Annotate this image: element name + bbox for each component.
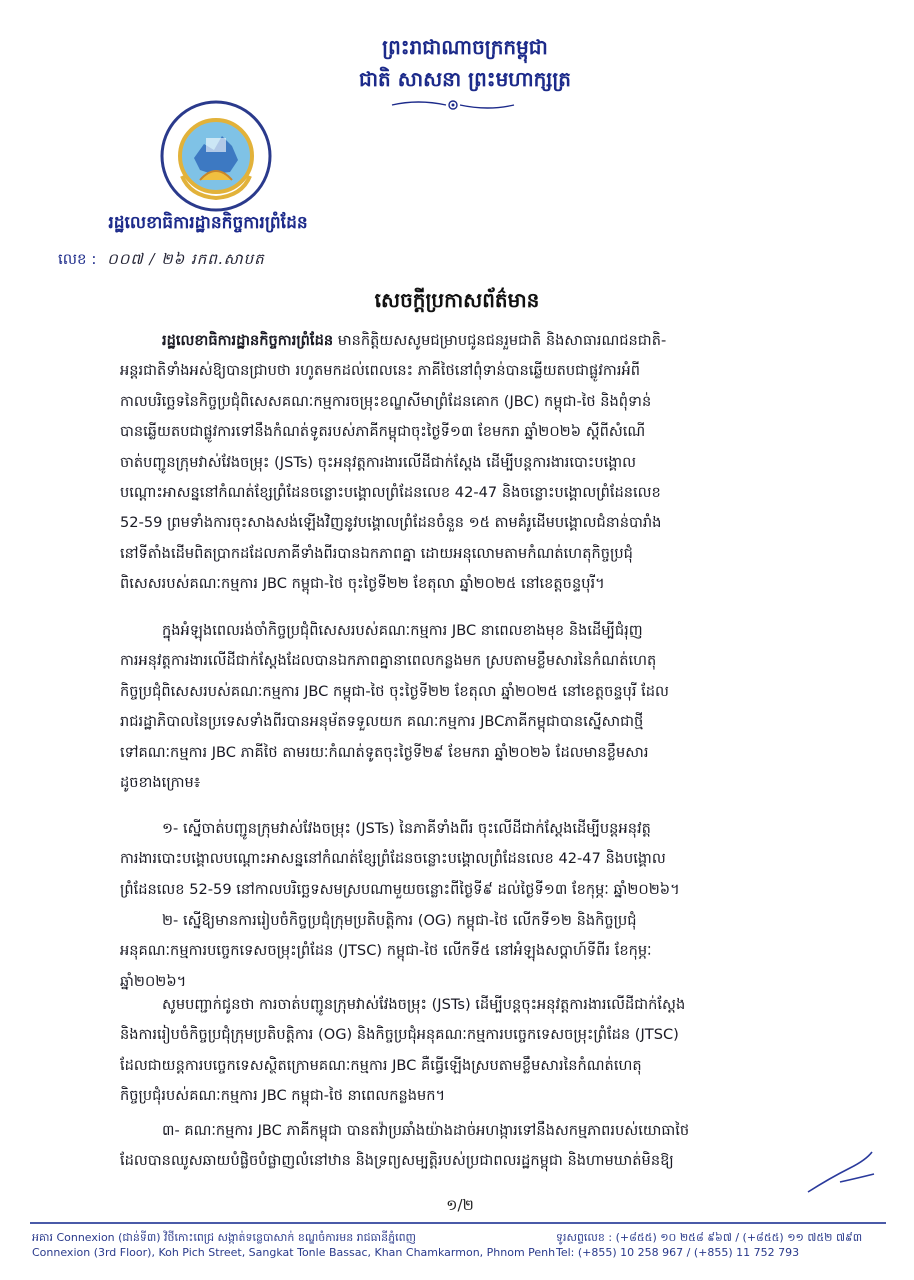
paragraph-line: ព្រំដែនលេខ 52-59 នៅកាលបរិច្ឆេទសមស្របណាមួយចន្លោះពីថ្ងៃទី៩ ដល់ថ្ងៃទី១៣ ខែកុម្ភៈ ឆ្នាំ២០២៦។ bbox=[120, 880, 680, 898]
paragraph-2 bbox=[120, 616, 880, 798]
page-number: ១/២ bbox=[446, 1196, 474, 1214]
state-secretariat-seal-icon bbox=[160, 100, 272, 212]
paragraph-line: បានឆ្លើយតបជាផ្លូវការទៅនឹងកំណត់ទូតរបស់ភាគីកម្ពុជាចុះថ្ងៃទី១៣ ខែមករា ឆ្នាំ២០២៦ ស្តីពីសំណើ bbox=[120, 423, 646, 441]
paragraph-line: ដែលបានឈូសឆាយបំផ្លិចបំផ្លាញលំនៅឋាន និងទ្រព្យសម្បត្តិរបស់ប្រជាពលរដ្ឋកម្ពុជា និងហាមឃាត់មិនឱ្យ bbox=[120, 1152, 674, 1170]
address-english: Connexion (3rd Floor), Koh Pich Street, Sangkat Tonle Bassac, Khan Chamkarmon, Phnom Penh bbox=[32, 1246, 556, 1259]
paragraph-line: និងការរៀបចំកិច្ចប្រជុំក្រុមប្រតិបត្តិការ (OG) និងកិច្ចប្រជុំអនុគណៈកម្មការបច្ចេកទេសចម្រុះព្រំដែន (JTSC) bbox=[120, 1026, 679, 1044]
paragraph-line: ២- ស្នើឱ្យមានការរៀបចំកិច្ចប្រជុំក្រុមប្រតិបត្តិការ (OG) កម្ពុជា-ថៃ លើកទី១២ និងកិច្ចប្រជុំ bbox=[162, 912, 637, 929]
list-item-3 bbox=[120, 1116, 880, 1177]
paragraph-line: ដូចខាងក្រោម៖ bbox=[120, 773, 201, 791]
paragraph-line: កិច្ចប្រជុំពិសេសរបស់គណៈកម្មការ JBC កម្ពុជា-ថៃ ចុះថ្ងៃទី២២ ខែតុលា ឆ្នាំ២០២៥ នៅខេត្តចន្ទបុរី ដែល bbox=[120, 682, 669, 700]
reference-label: លេខ : bbox=[58, 250, 97, 268]
document-title: សេចក្តីប្រកាសព័ត៌មាន bbox=[374, 288, 540, 312]
paragraph-line: 52-59 ព្រមទាំងការចុះសាងសង់ឡើងវិញនូវបង្គោលព្រំដែនចំនួន ១៥ តាមគំរូដើមបង្គោលជំនាន់បារាំង bbox=[120, 514, 662, 532]
kingdom-heading: ព្រះរាជាណាចក្រកម្ពុជា bbox=[382, 35, 548, 59]
paragraph-line: ក្នុងអំឡុងពេលរង់ចាំកិច្ចប្រជុំពិសេសរបស់គណៈកម្មការ JBC នាពេលខាងមុខ និងដើម្បីជំរុញ bbox=[162, 622, 643, 639]
phone-khmer: ទូរសព្ទលេខ : (+៨៥៥) ១០ ២៥៨ ៩៦៧ / (+៨៥៥) ១១ ៧៥២ ៧៩៣ bbox=[556, 1231, 863, 1244]
footer-address bbox=[32, 1230, 556, 1260]
paragraph-line: មានកិត្តិយសសូមជម្រាបជូនជនរួមជាតិ និងសាធារណជនជាតិ- bbox=[333, 332, 667, 349]
phone-english: Tel: (+855) 10 258 967 / (+855) 11 752 793 bbox=[556, 1246, 800, 1259]
paragraph-line: ពិសេសរបស់គណៈកម្មការ JBC កម្ពុជា-ថៃ ចុះថ្ងៃទី២២ ខែតុលា ឆ្នាំ២០២៥ នៅខេត្តចន្ទបុរី។ bbox=[120, 575, 605, 593]
address-khmer: អគារ Connexion (ជាន់ទី៣) វិថីកោះពេជ្រ សង្កាត់ទន្លេបាសាក់ ខណ្ឌចំការមន រាជធានីភ្នំពេញ bbox=[32, 1231, 417, 1244]
footer-divider bbox=[30, 1222, 886, 1224]
footer-phone bbox=[556, 1230, 886, 1260]
nation-motto: ជាតិ សាសនា ព្រះមហាក្សត្រ bbox=[359, 67, 571, 91]
paragraph-line: កិច្ចប្រជុំរបស់គណៈកម្មការ JBC កម្ពុជា-ថៃ នាពេលកន្លងមក។ bbox=[120, 1087, 446, 1105]
reference-value: ០០៧ / ២៦ រកព.សាបត bbox=[107, 250, 265, 268]
list-item-2 bbox=[120, 906, 880, 997]
paragraph-1 bbox=[120, 326, 880, 600]
list-item-1 bbox=[120, 814, 880, 905]
paragraph-line: នៅទីតាំងដើមពិតប្រាកដដែលភាគីទាំងពីរបានឯកភាពគ្នា ដោយអនុលោមតាមកំណត់ហេតុកិច្ចប្រជុំ bbox=[120, 544, 633, 562]
paragraph-line: សូមបញ្ជាក់ជូនថា ការចាត់បញ្ជូនក្រុមវាស់វែងចម្រុះ (JSTs) ដើម្បីបន្តចុះអនុវត្តការងារលើដីជាក់ស្តែង bbox=[162, 996, 686, 1013]
paragraph-line: រាជរដ្ឋាភិបាលនៃប្រទេសទាំងពីរបានអនុម័តទទួលយក គណៈកម្មការ JBCភាគីកម្ពុជាបានស្នើសាជាថ្មី bbox=[120, 713, 644, 731]
ornament-divider-icon bbox=[388, 98, 518, 112]
paragraph-lead: រដ្ឋលេខាធិការដ្ឋានកិច្ចការព្រំដែន bbox=[162, 332, 334, 349]
paragraph-line: ចាត់បញ្ជូនក្រុមវាស់វែងចម្រុះ (JSTs) ចុះអនុវត្តការងារលើដីជាក់ស្តែង ដើម្បីបន្តការងារបោះបង្គោល bbox=[120, 453, 637, 471]
paragraph-line: អនុគណៈកម្មការបច្ចេកទេសចម្រុះព្រំដែន (JTSC) កម្ពុជា-ថៃ លើកទី៥ នៅអំឡុងសប្តាហ៍ទីពីរ ខែកុម្ភៈ bbox=[120, 942, 652, 960]
paragraph-line: ឆ្នាំ២០២៦។ bbox=[120, 972, 187, 990]
paragraph-line: ដែលជាយន្តការបច្ចេកទេសស្ថិតក្រោមគណៈកម្មការ JBC គឺធ្វើឡើងស្របតាមខ្លឹមសារនៃកំណត់ហេតុ bbox=[120, 1056, 642, 1074]
paragraph-line: អន្តរជាតិទាំងអស់ឱ្យបានជ្រាបថា រហូតមកដល់ពេលនេះ ភាគីថៃនៅពុំទាន់បានឆ្លើយតបជាផ្លូវការអំពី bbox=[120, 362, 640, 380]
paragraph-line: បណ្តោះអាសន្ននៅកំណត់ខ្សែព្រំដែនចន្លោះបង្គោលព្រំដែនលេខ 42-47 និងចន្លោះបង្គោលព្រំដែនលេខ bbox=[120, 483, 661, 501]
paragraph-line: កាលបរិច្ឆេទនៃកិច្ចប្រជុំពិសេសគណៈកម្មការចម្រុះខណ្ឌសីមាព្រំដែនគោក (JBC) កម្ពុជា-ថៃ និងពុំទាន់ bbox=[120, 392, 652, 410]
paragraph-line: ទៅគណៈកម្មការ JBC ភាគីថៃ តាមរយៈកំណត់ទូតចុះថ្ងៃទី២៩ ខែមករា ឆ្នាំ២០២៦ ដែលមានខ្លឹមសារ bbox=[120, 743, 649, 761]
organization-name: រដ្ឋលេខាធិការដ្ឋានកិច្ចការព្រំដែន bbox=[108, 213, 308, 233]
initial-signature-icon bbox=[800, 1148, 880, 1198]
paragraph-line: ការងារបោះបង្គោលបណ្តោះអាសន្ននៅកំណត់ខ្សែព្រំដែនចន្លោះបង្គោលព្រំដែនលេខ 42-47 និងបង្គោល bbox=[120, 850, 666, 868]
paragraph-3 bbox=[120, 990, 880, 1112]
paragraph-line: ១- ស្នើចាត់បញ្ជូនក្រុមវាស់វែងចម្រុះ (JSTs) នៃភាគីទាំងពីរ ចុះលើដីជាក់ស្តែងដើម្បីបន្តអនុវត្ត bbox=[162, 820, 651, 837]
paragraph-line: ការអនុវត្តការងារលើដីជាក់ស្តែងដែលបានឯកភាពគ្នានាពេលកន្លងមក ស្របតាមខ្លឹមសារនៃកំណត់ហេតុ bbox=[120, 652, 657, 670]
reference-number bbox=[58, 250, 265, 272]
paragraph-line: ៣- គណៈកម្មការ JBC ភាគីកម្ពុជា បានតវ៉ាប្រឆាំងយ៉ាងដាច់អហង្ការទៅនឹងសកម្មភាពរបស់យោធាថៃ bbox=[162, 1122, 690, 1139]
